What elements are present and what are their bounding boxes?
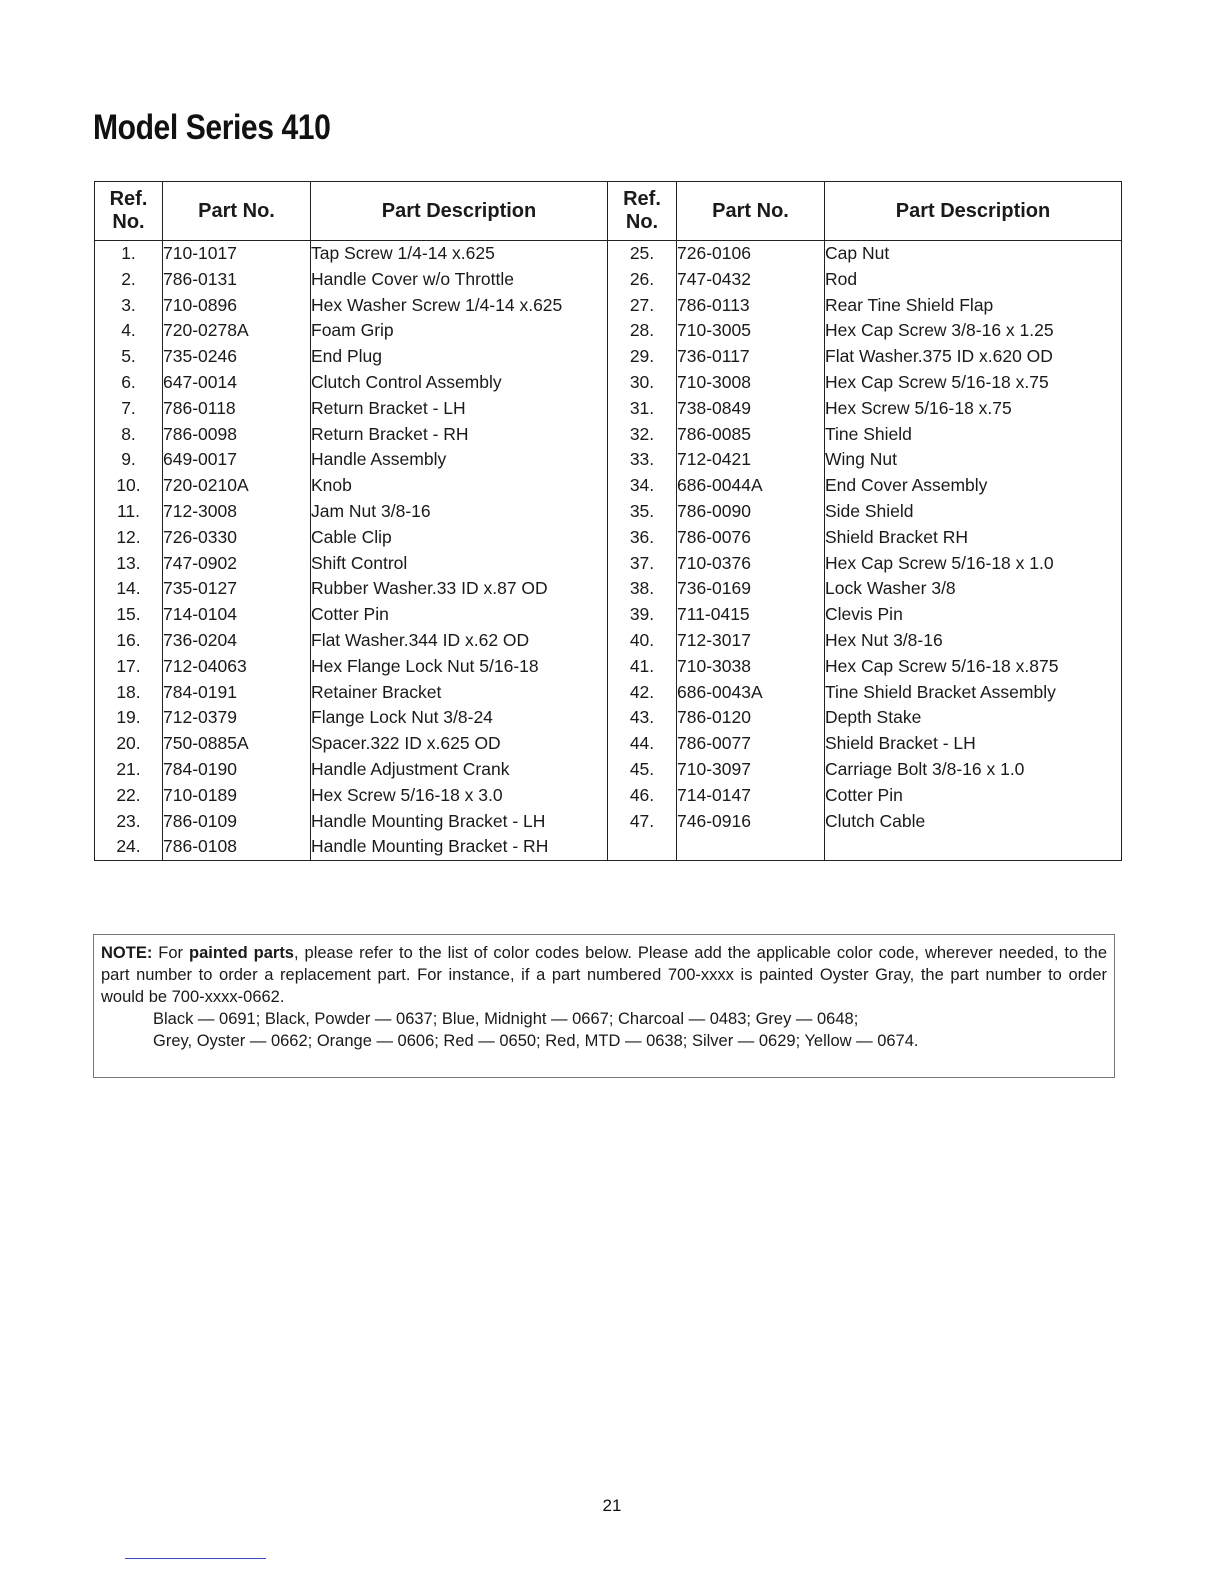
part-description-cell: Clutch Cable bbox=[825, 809, 1122, 835]
ref-no-cell: 11. bbox=[95, 499, 163, 525]
part-no-cell: 736-0204 bbox=[163, 628, 311, 654]
part-description-header: Part Description bbox=[311, 182, 608, 241]
part-description-cell: Tine Shield bbox=[825, 422, 1122, 448]
table-row bbox=[95, 576, 608, 602]
part-description-cell: Clevis Pin bbox=[825, 602, 1122, 628]
part-description-cell: Jam Nut 3/8-16 bbox=[311, 499, 608, 525]
ref-no-cell: 3. bbox=[95, 293, 163, 319]
table-row bbox=[95, 447, 608, 473]
part-no-cell: 710-3097 bbox=[677, 757, 825, 783]
ref-no-cell: 29. bbox=[608, 344, 677, 370]
ref-no-cell: 41. bbox=[608, 654, 677, 680]
note-bold-painted-parts: painted parts bbox=[189, 944, 294, 962]
ref-no-cell: 38. bbox=[608, 576, 677, 602]
part-description-cell: Tap Screw 1/4-14 x.625 bbox=[311, 241, 608, 267]
table-row bbox=[95, 809, 608, 835]
part-no-cell: 784-0190 bbox=[163, 757, 311, 783]
ref-no-cell: 17. bbox=[95, 654, 163, 680]
table-row bbox=[608, 473, 1122, 499]
ref-no-cell: 26. bbox=[608, 267, 677, 293]
part-description-cell: Handle Cover w/o Throttle bbox=[311, 267, 608, 293]
ref-no-cell: 24. bbox=[95, 834, 163, 860]
part-description-cell: Hex Flange Lock Nut 5/16-18 bbox=[311, 654, 608, 680]
part-description-cell: Handle Assembly bbox=[311, 447, 608, 473]
ref-no-cell: 12. bbox=[95, 525, 163, 551]
part-description-cell: Return Bracket - RH bbox=[311, 422, 608, 448]
table-header-row bbox=[95, 182, 608, 241]
ref-no-cell: 33. bbox=[608, 447, 677, 473]
part-no-cell: 711-0415 bbox=[677, 602, 825, 628]
table-header-row bbox=[608, 182, 1122, 241]
color-codes-line-1: Black — 0691; Black, Powder — 0637; Blue, Midnight — 0667; Charcoal — 0483; Grey — 0648; bbox=[153, 1010, 859, 1028]
part-no-cell: 786-0098 bbox=[163, 422, 311, 448]
ref-no-cell: 40. bbox=[608, 628, 677, 654]
table-row bbox=[608, 809, 1122, 835]
table-row bbox=[95, 680, 608, 706]
table-row bbox=[608, 499, 1122, 525]
table-row bbox=[608, 293, 1122, 319]
part-no-cell: 784-0191 bbox=[163, 680, 311, 706]
part-description-cell: Cotter Pin bbox=[825, 783, 1122, 809]
part-no-cell: 720-0210A bbox=[163, 473, 311, 499]
table-row bbox=[608, 576, 1122, 602]
part-description-cell: Flange Lock Nut 3/8-24 bbox=[311, 705, 608, 731]
part-description-cell: Hex Washer Screw 1/4-14 x.625 bbox=[311, 293, 608, 319]
part-no-cell: 649-0017 bbox=[163, 447, 311, 473]
part-description-cell: Shield Bracket - LH bbox=[825, 731, 1122, 757]
ref-no-cell: 35. bbox=[608, 499, 677, 525]
part-no-cell: 710-1017 bbox=[163, 241, 311, 267]
table-row bbox=[608, 602, 1122, 628]
part-no-cell: 786-0131 bbox=[163, 267, 311, 293]
part-description-cell: Foam Grip bbox=[311, 318, 608, 344]
part-description-cell: Cotter Pin bbox=[311, 602, 608, 628]
table-row bbox=[95, 396, 608, 422]
part-description-cell bbox=[825, 834, 1122, 860]
table-row bbox=[95, 783, 608, 809]
part-no-cell: 710-0376 bbox=[677, 551, 825, 577]
part-description-cell: Cable Clip bbox=[311, 525, 608, 551]
table-row bbox=[95, 370, 608, 396]
part-no-cell: 786-0077 bbox=[677, 731, 825, 757]
ref-no-header: Ref. No. bbox=[608, 182, 677, 241]
ref-no-cell: 36. bbox=[608, 525, 677, 551]
ref-no-cell: 19. bbox=[95, 705, 163, 731]
table-row bbox=[608, 396, 1122, 422]
ref-no-cell: 43. bbox=[608, 705, 677, 731]
part-description-cell: Handle Adjustment Crank bbox=[311, 757, 608, 783]
part-no-cell: 786-0108 bbox=[163, 834, 311, 860]
part-description-cell: Hex Cap Screw 5/16-18 x 1.0 bbox=[825, 551, 1122, 577]
part-description-cell: Wing Nut bbox=[825, 447, 1122, 473]
part-description-cell: Handle Mounting Bracket - LH bbox=[311, 809, 608, 835]
part-no-cell: 686-0044A bbox=[677, 473, 825, 499]
table-row bbox=[608, 731, 1122, 757]
table-row bbox=[608, 370, 1122, 396]
ref-no-cell: 44. bbox=[608, 731, 677, 757]
part-no-cell: 747-0432 bbox=[677, 267, 825, 293]
ref-no-cell: 5. bbox=[95, 344, 163, 370]
part-description-cell: Hex Cap Screw 5/16-18 x.75 bbox=[825, 370, 1122, 396]
ref-no-cell: 9. bbox=[95, 447, 163, 473]
part-no-cell: 786-0090 bbox=[677, 499, 825, 525]
part-no-cell: 714-0104 bbox=[163, 602, 311, 628]
ref-no-cell: 47. bbox=[608, 809, 677, 835]
part-no-cell: 738-0849 bbox=[677, 396, 825, 422]
part-no-cell: 786-0120 bbox=[677, 705, 825, 731]
ref-no-cell: 32. bbox=[608, 422, 677, 448]
ref-no-cell: 46. bbox=[608, 783, 677, 809]
ref-no-cell: 8. bbox=[95, 422, 163, 448]
footer-rule bbox=[125, 1558, 266, 1559]
part-description-cell: Knob bbox=[311, 473, 608, 499]
part-no-cell: 786-0118 bbox=[163, 396, 311, 422]
part-no-cell: 712-04063 bbox=[163, 654, 311, 680]
part-description-cell: Depth Stake bbox=[825, 705, 1122, 731]
table-row bbox=[608, 318, 1122, 344]
ref-no-cell: 28. bbox=[608, 318, 677, 344]
table-row bbox=[95, 551, 608, 577]
part-no-cell: 786-0085 bbox=[677, 422, 825, 448]
table-row bbox=[608, 344, 1122, 370]
note-label: NOTE: bbox=[101, 944, 153, 962]
part-no-cell: 710-0189 bbox=[163, 783, 311, 809]
part-no-cell: 750-0885A bbox=[163, 731, 311, 757]
table-row bbox=[95, 318, 608, 344]
ref-no-header: Ref. No. bbox=[95, 182, 163, 241]
ref-no-cell: 31. bbox=[608, 396, 677, 422]
table-row bbox=[95, 654, 608, 680]
table-row bbox=[95, 241, 608, 267]
table-row bbox=[608, 447, 1122, 473]
part-no-cell: 710-3008 bbox=[677, 370, 825, 396]
ref-no-cell: 14. bbox=[95, 576, 163, 602]
table-row bbox=[95, 293, 608, 319]
part-no-cell: 686-0043A bbox=[677, 680, 825, 706]
part-no-cell: 736-0117 bbox=[677, 344, 825, 370]
part-description-cell: Hex Cap Screw 3/8-16 x 1.25 bbox=[825, 318, 1122, 344]
table-row bbox=[95, 422, 608, 448]
ref-no-cell: 7. bbox=[95, 396, 163, 422]
table-row bbox=[95, 344, 608, 370]
part-no-cell: 726-0106 bbox=[677, 241, 825, 267]
part-description-cell: Side Shield bbox=[825, 499, 1122, 525]
table-row bbox=[608, 551, 1122, 577]
part-no-cell: 735-0127 bbox=[163, 576, 311, 602]
ref-no-cell: 16. bbox=[95, 628, 163, 654]
painted-parts-note bbox=[93, 934, 1115, 1078]
part-description-header: Part Description bbox=[825, 182, 1122, 241]
ref-no-cell: 37. bbox=[608, 551, 677, 577]
part-description-cell: Cap Nut bbox=[825, 241, 1122, 267]
table-row bbox=[608, 705, 1122, 731]
part-description-cell: Shield Bracket RH bbox=[825, 525, 1122, 551]
ref-no-cell: 23. bbox=[95, 809, 163, 835]
table-row bbox=[95, 705, 608, 731]
ref-no-cell: 1. bbox=[95, 241, 163, 267]
note-paragraph: NOTE: For painted parts, please refer to the list of color codes below. Please add the applicable color code, wherever needed, to the part number to order a replacement part. For instance, if a part numbered 700-xxxx is painted Oyster Gray, the part number to order would be 700-xxxx-0662. bbox=[101, 944, 1108, 1006]
part-description-cell: End Plug bbox=[311, 344, 608, 370]
part-no-cell: 712-0379 bbox=[163, 705, 311, 731]
part-description-cell: Rod bbox=[825, 267, 1122, 293]
ref-no-cell: 30. bbox=[608, 370, 677, 396]
table-row bbox=[608, 241, 1122, 267]
table-row bbox=[608, 525, 1122, 551]
table-row bbox=[95, 834, 608, 860]
table-row bbox=[608, 680, 1122, 706]
parts-table-right-body bbox=[608, 241, 1122, 861]
part-description-cell: Hex Nut 3/8-16 bbox=[825, 628, 1122, 654]
part-description-cell: Spacer.322 ID x.625 OD bbox=[311, 731, 608, 757]
ref-no-cell: 15. bbox=[95, 602, 163, 628]
part-no-cell: 714-0147 bbox=[677, 783, 825, 809]
ref-no-cell: 13. bbox=[95, 551, 163, 577]
table-row bbox=[95, 757, 608, 783]
ref-no-cell: 45. bbox=[608, 757, 677, 783]
ref-no-cell: 39. bbox=[608, 602, 677, 628]
table-row bbox=[95, 602, 608, 628]
part-no-cell: 786-0113 bbox=[677, 293, 825, 319]
part-description-cell: Hex Screw 5/16-18 x 3.0 bbox=[311, 783, 608, 809]
part-no-cell bbox=[677, 834, 825, 860]
page-title: Model Series 410 bbox=[93, 108, 331, 147]
table-row bbox=[95, 628, 608, 654]
part-no-cell: 710-0896 bbox=[163, 293, 311, 319]
page-number: 21 bbox=[602, 1496, 622, 1515]
table-row bbox=[95, 499, 608, 525]
table-row bbox=[608, 757, 1122, 783]
part-description-cell: Rear Tine Shield Flap bbox=[825, 293, 1122, 319]
part-description-cell: Clutch Control Assembly bbox=[311, 370, 608, 396]
table-row bbox=[95, 525, 608, 551]
table-row bbox=[95, 267, 608, 293]
part-description-cell: Rubber Washer.33 ID x.87 OD bbox=[311, 576, 608, 602]
part-no-cell: 735-0246 bbox=[163, 344, 311, 370]
part-description-cell: Flat Washer.344 ID x.62 OD bbox=[311, 628, 608, 654]
part-no-cell: 712-3017 bbox=[677, 628, 825, 654]
ref-no-cell: 25. bbox=[608, 241, 677, 267]
color-codes-line-2: Grey, Oyster — 0662; Orange — 0606; Red — 0650; Red, MTD — 0638; Silver — 0629; Yellow — 0674. bbox=[153, 1032, 919, 1050]
part-description-cell: Hex Cap Screw 5/16-18 x.875 bbox=[825, 654, 1122, 680]
ref-no-cell bbox=[608, 834, 677, 860]
parts-table-right bbox=[607, 181, 1122, 861]
ref-no-cell: 10. bbox=[95, 473, 163, 499]
ref-no-cell: 27. bbox=[608, 293, 677, 319]
table-row bbox=[608, 422, 1122, 448]
part-no-cell: 710-3038 bbox=[677, 654, 825, 680]
part-no-cell: 786-0076 bbox=[677, 525, 825, 551]
part-description-cell: Tine Shield Bracket Assembly bbox=[825, 680, 1122, 706]
ref-no-cell: 22. bbox=[95, 783, 163, 809]
ref-no-cell: 18. bbox=[95, 680, 163, 706]
part-description-cell: Lock Washer 3/8 bbox=[825, 576, 1122, 602]
part-no-header: Part No. bbox=[163, 182, 311, 241]
table-row bbox=[95, 473, 608, 499]
part-description-cell: Hex Screw 5/16-18 x.75 bbox=[825, 396, 1122, 422]
ref-no-cell: 34. bbox=[608, 473, 677, 499]
table-row bbox=[95, 731, 608, 757]
ref-no-cell: 21. bbox=[95, 757, 163, 783]
part-no-cell: 712-0421 bbox=[677, 447, 825, 473]
table-row bbox=[608, 834, 1122, 860]
part-no-header: Part No. bbox=[677, 182, 825, 241]
parts-table-left bbox=[94, 181, 608, 861]
ref-no-cell: 4. bbox=[95, 318, 163, 344]
part-description-cell: Shift Control bbox=[311, 551, 608, 577]
part-no-cell: 726-0330 bbox=[163, 525, 311, 551]
part-no-cell: 736-0169 bbox=[677, 576, 825, 602]
part-description-cell: Carriage Bolt 3/8-16 x 1.0 bbox=[825, 757, 1122, 783]
ref-no-cell: 20. bbox=[95, 731, 163, 757]
part-no-cell: 746-0916 bbox=[677, 809, 825, 835]
table-row bbox=[608, 628, 1122, 654]
table-row bbox=[608, 654, 1122, 680]
part-description-cell: Return Bracket - LH bbox=[311, 396, 608, 422]
table-row bbox=[608, 783, 1122, 809]
table-row bbox=[608, 267, 1122, 293]
part-description-cell: End Cover Assembly bbox=[825, 473, 1122, 499]
ref-no-cell: 6. bbox=[95, 370, 163, 396]
part-no-cell: 786-0109 bbox=[163, 809, 311, 835]
ref-no-cell: 42. bbox=[608, 680, 677, 706]
ref-no-cell: 2. bbox=[95, 267, 163, 293]
part-no-cell: 712-3008 bbox=[163, 499, 311, 525]
part-description-cell: Handle Mounting Bracket - RH bbox=[311, 834, 608, 860]
part-no-cell: 647-0014 bbox=[163, 370, 311, 396]
parts-table-left-body bbox=[95, 241, 608, 861]
part-no-cell: 747-0902 bbox=[163, 551, 311, 577]
part-no-cell: 720-0278A bbox=[163, 318, 311, 344]
part-description-cell: Flat Washer.375 ID x.620 OD bbox=[825, 344, 1122, 370]
part-description-cell: Retainer Bracket bbox=[311, 680, 608, 706]
part-no-cell: 710-3005 bbox=[677, 318, 825, 344]
